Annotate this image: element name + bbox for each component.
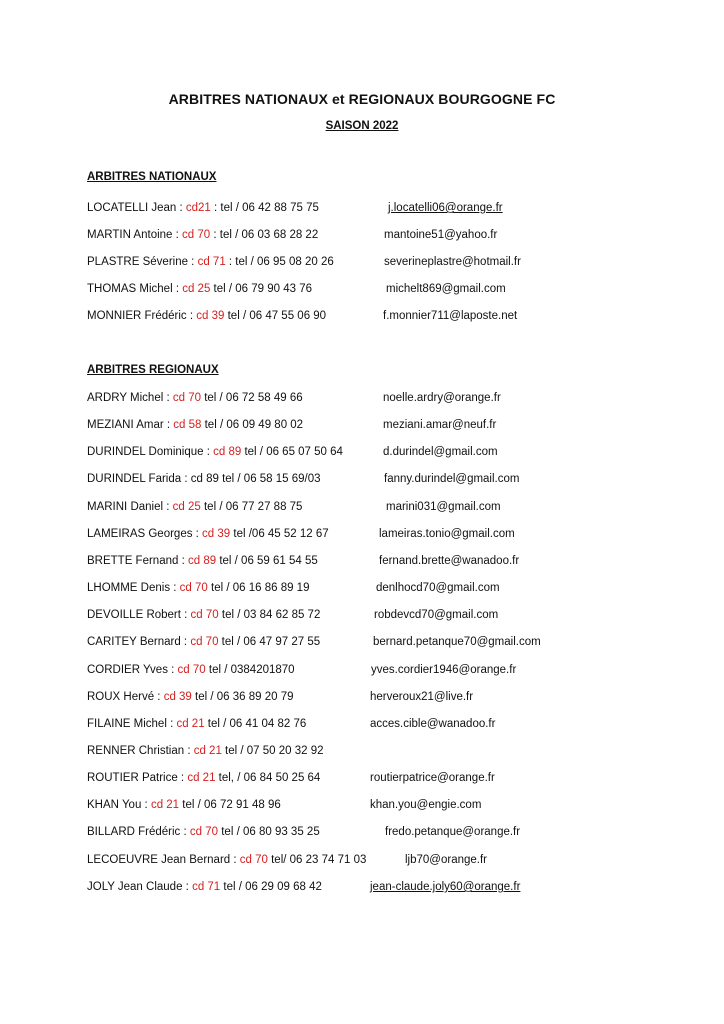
department-code: cd 89 bbox=[213, 446, 242, 458]
email-address: routierpatrice@orange.fr bbox=[370, 772, 495, 784]
phone-number: tel / 06 41 04 82 76 bbox=[204, 718, 307, 730]
document-title: ARBITRES NATIONAUX et REGIONAUX BOURGOGNE FC bbox=[168, 91, 556, 107]
phone-number: tel / 06 47 97 27 55 bbox=[218, 636, 321, 648]
phone-number: tel / 06 36 89 20 79 bbox=[191, 691, 294, 703]
department-code: cd21 bbox=[185, 202, 211, 214]
department-code: cd 70 bbox=[182, 229, 211, 241]
referee-name: BRETTE Fernand : bbox=[87, 555, 188, 567]
referee-info bbox=[87, 854, 366, 866]
referee-name: ARDRY Michel : bbox=[87, 392, 173, 404]
referee-row bbox=[87, 473, 647, 489]
email-address: lameiras.tonio@gmail.com bbox=[379, 528, 515, 540]
email-address: yves.cordier1946@orange.fr bbox=[371, 664, 517, 676]
department-code: cd 70 bbox=[190, 636, 219, 648]
referee-info bbox=[87, 799, 281, 811]
referee-name: MARINI Daniel : bbox=[87, 501, 173, 513]
referee-row bbox=[87, 555, 647, 571]
email-address[interactable]: jean-claude.joly60@orange.fr bbox=[370, 881, 521, 893]
referee-info bbox=[87, 202, 319, 214]
email-address: fredo.petanque@orange.fr bbox=[385, 826, 521, 838]
referee-info bbox=[87, 555, 318, 567]
phone-number: tel / 06 79 90 43 76 bbox=[210, 283, 313, 295]
phone-number: : tel / 06 42 88 75 75 bbox=[210, 202, 319, 214]
referee-row bbox=[87, 609, 647, 625]
referee-name: KHAN You : bbox=[87, 799, 151, 811]
department-code: cd 70 bbox=[239, 854, 268, 866]
email-address: f.monnier711@laposte.net bbox=[383, 310, 518, 322]
referee-row bbox=[87, 799, 647, 815]
department-code: cd 21 bbox=[176, 718, 205, 730]
referee-name: ROUTIER Patrice : bbox=[87, 772, 188, 784]
department-code: cd 70 bbox=[172, 392, 201, 404]
referee-name: BILLARD Frédéric : bbox=[87, 826, 190, 838]
referee-info bbox=[87, 229, 318, 241]
referee-name: DURINDEL Dominique : bbox=[87, 446, 214, 458]
email-address: michelt869@gmail.com bbox=[386, 283, 506, 295]
referee-name: LAMEIRAS Georges : bbox=[87, 528, 203, 540]
phone-number: tel / 07 50 20 32 92 bbox=[221, 745, 324, 757]
referee-info bbox=[87, 826, 320, 838]
referee-row bbox=[87, 745, 647, 761]
phone-number: : tel / 06 03 68 28 22 bbox=[210, 229, 319, 241]
email-address: robdevcd70@gmail.com bbox=[374, 609, 499, 621]
department-code: cd 58 bbox=[173, 419, 202, 431]
department-code: cd 21 bbox=[187, 772, 216, 784]
phone-number: tel / 06 16 86 89 19 bbox=[207, 582, 310, 594]
referee-name: ROUX Hervé : bbox=[87, 691, 164, 703]
referee-info bbox=[87, 664, 295, 676]
referee-info bbox=[87, 718, 306, 730]
referee-row bbox=[87, 501, 647, 517]
referee-name: CARITEY Bernard : bbox=[87, 636, 191, 648]
department-code: cd 70 bbox=[190, 609, 219, 621]
email-address: d.durindel@gmail.com bbox=[383, 446, 498, 458]
email-address: mantoine51@yahoo.fr bbox=[384, 229, 498, 241]
department-code: cd 25 bbox=[172, 501, 201, 513]
referee-name: MONNIER Frédéric : bbox=[87, 310, 197, 322]
email-address[interactable]: j.locatelli06@orange.fr bbox=[388, 202, 503, 214]
referee-info bbox=[87, 283, 312, 295]
referee-info bbox=[87, 881, 322, 893]
email-address: acces.cible@wanadoo.fr bbox=[370, 718, 496, 730]
phone-number: tel/ 06 23 74 71 03 bbox=[267, 854, 367, 866]
email-address: ljb70@orange.fr bbox=[405, 854, 487, 866]
referee-name: CORDIER Yves : bbox=[87, 664, 178, 676]
referee-info bbox=[87, 528, 329, 540]
email-address: meziani.amar@neuf.fr bbox=[383, 419, 497, 431]
phone-number: tel / 06 65 07 50 64 bbox=[241, 446, 343, 458]
department-code: cd 71 bbox=[192, 881, 221, 893]
phone-number: tel / 06 29 09 68 42 bbox=[220, 881, 322, 893]
referee-name: DEVOILLE Robert : bbox=[87, 609, 191, 621]
phone-number: tel / 03 84 62 85 72 bbox=[218, 609, 321, 621]
referee-name: FILAINE Michel : bbox=[87, 718, 177, 730]
referee-info bbox=[87, 691, 294, 703]
department-code: cd 71 bbox=[197, 256, 226, 268]
email-address: fanny.durindel@gmail.com bbox=[384, 473, 520, 485]
department-code: cd 21 bbox=[193, 745, 222, 757]
referee-info bbox=[87, 392, 303, 404]
email-address: fernand.brette@wanadoo.fr bbox=[379, 555, 520, 567]
department-code: cd 21 bbox=[150, 799, 180, 811]
referee-row bbox=[87, 419, 647, 435]
email-address: bernard.petanque70@gmail.com bbox=[373, 636, 541, 648]
referee-row bbox=[87, 256, 647, 272]
phone-number: tel / 06 59 61 54 55 bbox=[216, 555, 318, 567]
referee-name: DURINDEL Farida : cd 89 tel / 06 58 15 69/03 bbox=[87, 473, 321, 485]
department-code: cd 39 bbox=[163, 691, 192, 703]
department-code: cd 25 bbox=[182, 283, 211, 295]
referee-row bbox=[87, 392, 647, 408]
referee-info bbox=[87, 636, 320, 648]
section-heading-nationaux: ARBITRES NATIONAUX bbox=[87, 171, 217, 183]
email-address: khan.you@engie.com bbox=[370, 799, 482, 811]
referee-name: THOMAS Michel : bbox=[87, 283, 183, 295]
referee-row bbox=[87, 691, 647, 707]
referee-info bbox=[87, 256, 334, 268]
referee-info bbox=[87, 501, 302, 513]
referee-name: LHOMME Denis : bbox=[87, 582, 180, 594]
referee-row bbox=[87, 854, 647, 870]
referee-row bbox=[87, 636, 647, 652]
email-address: herveroux21@live.fr bbox=[370, 691, 474, 703]
referee-info bbox=[87, 310, 326, 322]
phone-number: tel / 0384201870 bbox=[205, 664, 295, 676]
phone-number: tel / 06 80 93 35 25 bbox=[218, 826, 320, 838]
referee-row bbox=[87, 881, 647, 897]
department-code: cd 70 bbox=[189, 826, 219, 838]
referee-row bbox=[87, 826, 647, 842]
referee-row bbox=[87, 446, 647, 462]
department-code: cd 70 bbox=[177, 664, 206, 676]
email-address: severineplastre@hotmail.fr bbox=[384, 256, 521, 268]
referee-name: LOCATELLI Jean : bbox=[87, 202, 186, 214]
phone-number: tel /06 45 52 12 67 bbox=[230, 528, 329, 540]
email-address: noelle.ardry@orange.fr bbox=[383, 392, 501, 404]
document-subtitle: SAISON 2022 bbox=[325, 120, 399, 132]
referee-row bbox=[87, 229, 647, 245]
department-code: cd 39 bbox=[196, 310, 225, 322]
phone-number: tel / 06 77 27 88 75 bbox=[200, 501, 303, 513]
referee-row bbox=[87, 718, 647, 734]
section-heading-regionaux: ARBITRES REGIONAUX bbox=[87, 364, 219, 376]
email-address: denlhocd70@gmail.com bbox=[376, 582, 500, 594]
referee-row bbox=[87, 528, 647, 544]
referee-info bbox=[87, 609, 320, 621]
phone-number: tel / 06 72 58 49 66 bbox=[201, 392, 303, 404]
referee-info bbox=[87, 772, 320, 784]
department-code: cd 89 bbox=[187, 555, 217, 567]
email-address: marini031@gmail.com bbox=[386, 501, 501, 513]
department-code: cd 39 bbox=[202, 528, 231, 540]
referee-info bbox=[87, 473, 321, 485]
department-code: cd 70 bbox=[179, 582, 208, 594]
referee-name: MEZIANI Amar : bbox=[87, 419, 174, 431]
referee-row bbox=[87, 283, 647, 299]
referee-name: RENNER Christian : bbox=[87, 745, 194, 757]
referee-name: MARTIN Antoine : bbox=[87, 229, 183, 241]
referee-name: JOLY Jean Claude : bbox=[87, 881, 193, 893]
phone-number: tel, / 06 84 50 25 64 bbox=[215, 772, 321, 784]
referee-info bbox=[87, 419, 303, 431]
referee-row bbox=[87, 664, 647, 680]
phone-number: tel / 06 09 49 80 02 bbox=[201, 419, 304, 431]
referee-name: LECOEUVRE Jean Bernard : bbox=[87, 854, 240, 866]
referee-info bbox=[87, 446, 343, 458]
phone-number: tel / 06 47 55 06 90 bbox=[224, 310, 327, 322]
referee-row bbox=[87, 772, 647, 788]
referee-row bbox=[87, 310, 647, 326]
referee-row bbox=[87, 582, 647, 598]
referee-name: PLASTRE Séverine : bbox=[87, 256, 198, 268]
referee-info bbox=[87, 582, 309, 594]
referee-info bbox=[87, 745, 324, 757]
referee-row bbox=[87, 202, 647, 218]
phone-number: tel / 06 72 91 48 96 bbox=[179, 799, 281, 811]
phone-number: : tel / 06 95 08 20 26 bbox=[225, 256, 334, 268]
